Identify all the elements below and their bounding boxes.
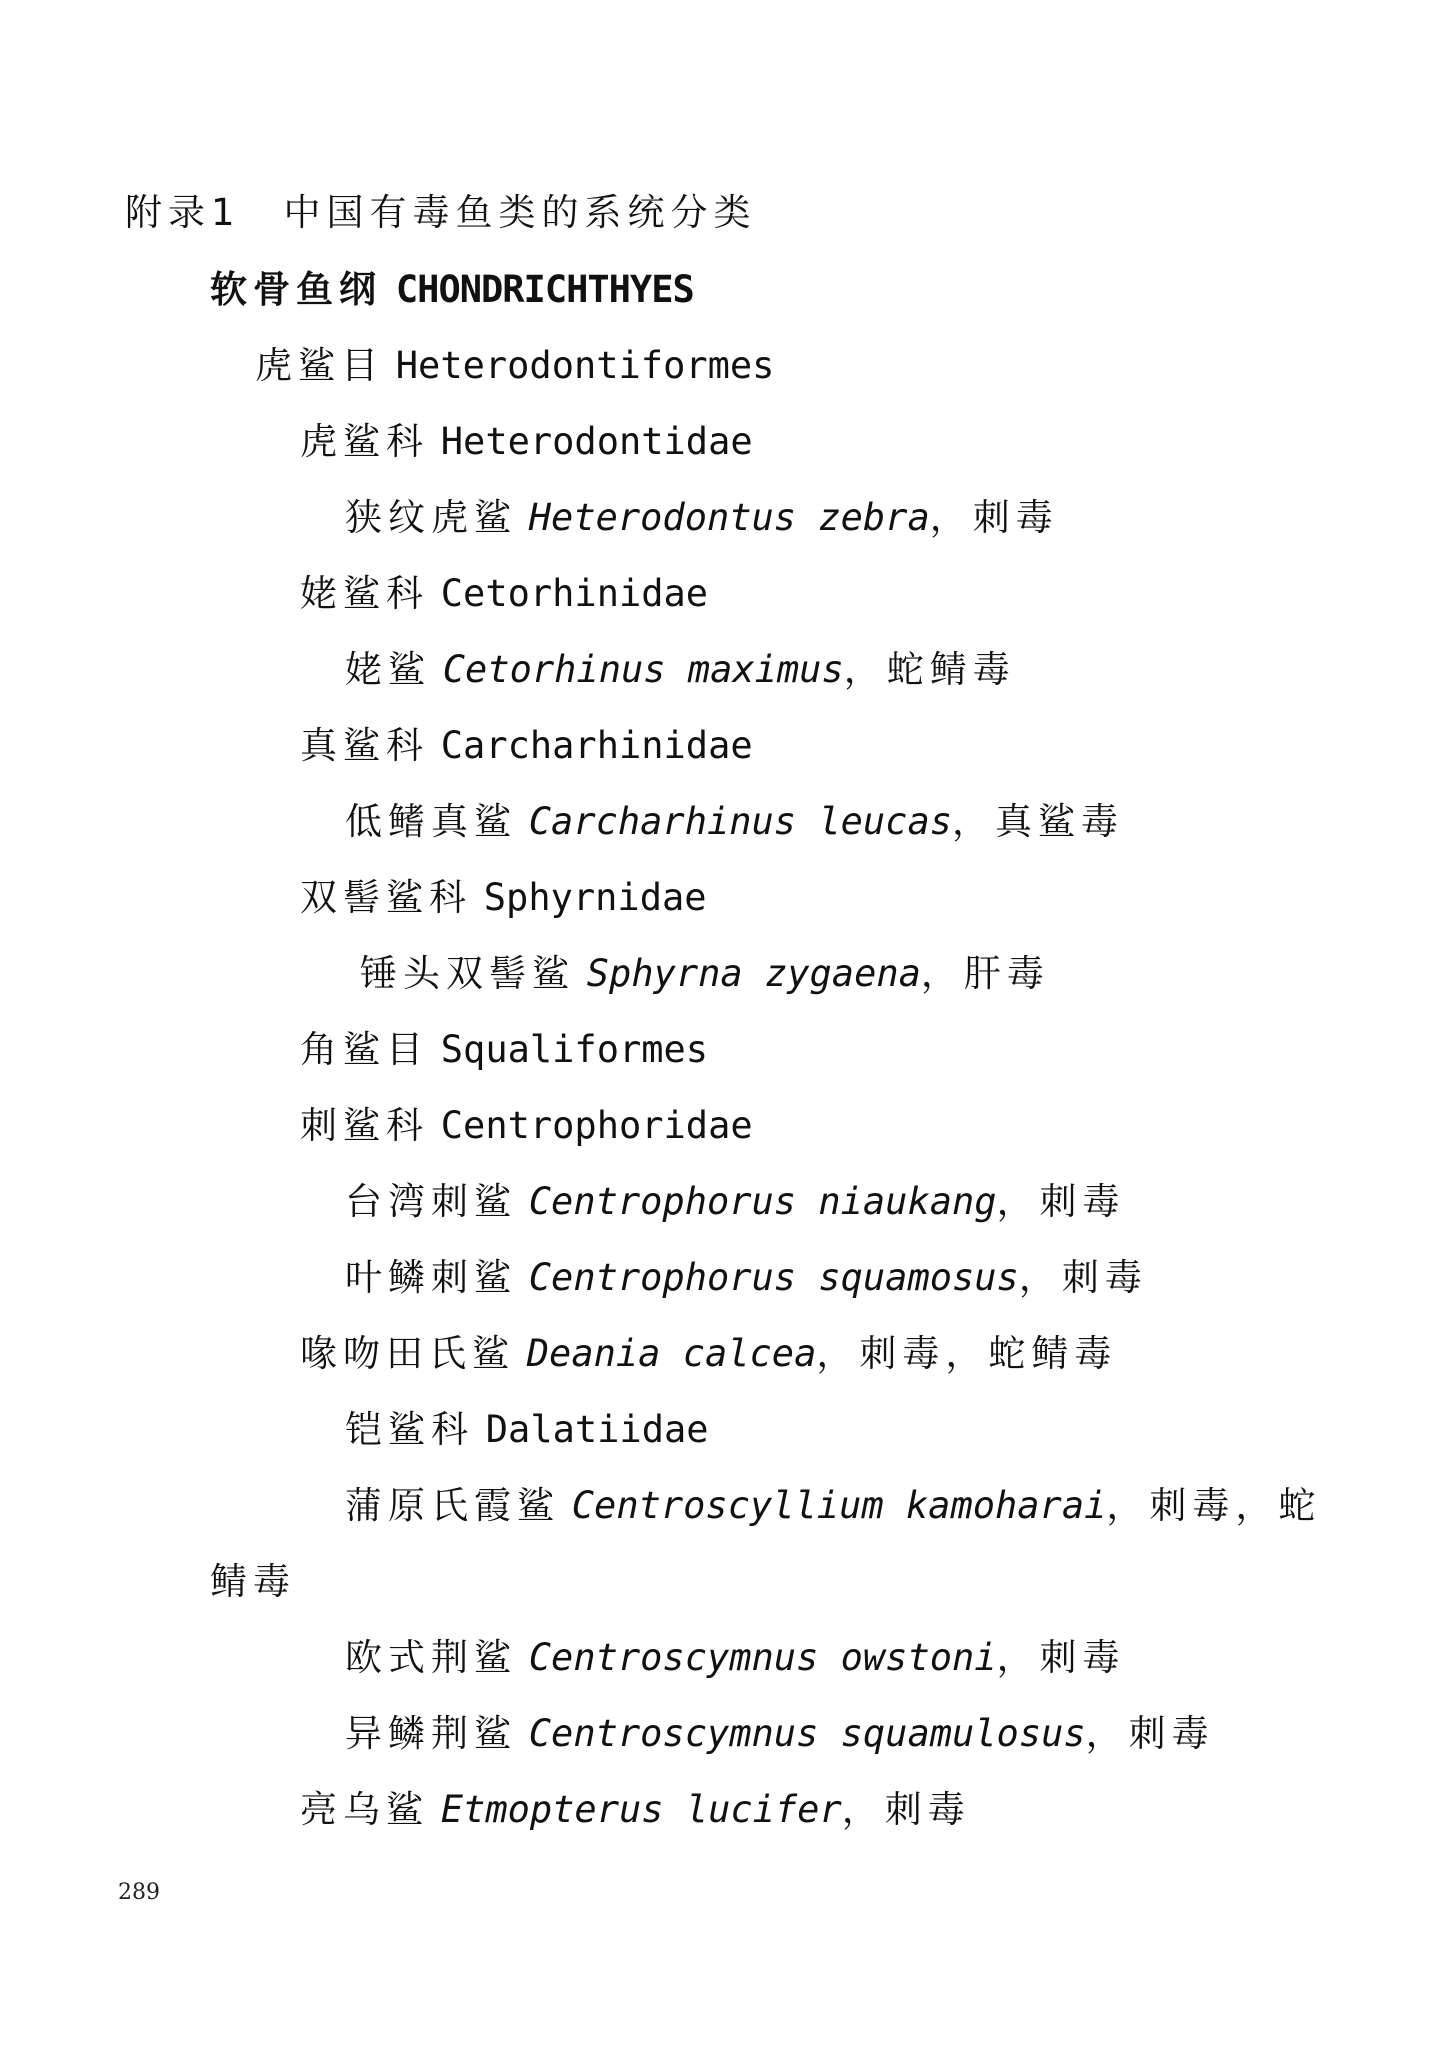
class-heading — [210, 265, 694, 315]
class-name-latin: CHONDRICHTHYES — [395, 268, 694, 311]
taxon-chinese-name: 喙吻田氏鲨 — [300, 1332, 515, 1375]
taxon-chinese-name: 异鳞荆鲨 — [345, 1712, 517, 1755]
toxin-type: ，刺毒，蛇鲭毒 — [816, 1332, 1118, 1375]
taxon-latin-name: Cetorhinus maximus — [442, 648, 844, 691]
taxon-entry — [345, 1481, 1321, 1531]
taxon-chinese-name: 锤头双髻鲨 — [360, 952, 575, 995]
taxon-latin-name: Squaliformes — [440, 1028, 709, 1071]
toxin-type: ，刺毒 — [1018, 1256, 1148, 1299]
toxin-type: ，刺毒 — [929, 496, 1059, 539]
toxin-type: ，蛇鲭毒 — [843, 648, 1016, 691]
taxon-chinese-name: 姥鲨科 — [300, 572, 429, 615]
taxon-latin-name: Heterodontiformes — [395, 344, 775, 387]
taxon-latin-name: Deania calcea — [526, 1332, 817, 1375]
taxon-chinese-name: 低鳍真鲨 — [345, 800, 517, 843]
taxon-latin-name: Centrophorus squamosus — [528, 1256, 1019, 1299]
taxon-chinese-name: 铠鲨科 — [345, 1408, 474, 1451]
taxon-chinese-name: 双髻鲨科 — [300, 876, 472, 919]
taxon-latin-name: Centroscymnus squamulosus — [528, 1712, 1086, 1755]
taxon-chinese-name: 真鲨科 — [300, 724, 429, 767]
taxon-chinese-name: 狭纹虎鲨 — [345, 496, 517, 539]
taxon-chinese-name: 虎鲨科 — [300, 420, 429, 463]
taxon-entry — [300, 569, 708, 619]
taxon-latin-name: Sphyrnidae — [483, 876, 707, 919]
toxin-type: ，刺毒 — [996, 1180, 1126, 1223]
taxon-latin-name: Centroscymnus owstoni — [528, 1636, 997, 1679]
taxon-latin-name: Carcharhinidae — [440, 724, 753, 767]
class-name-cn: 软骨鱼纲 — [210, 268, 382, 311]
toxin-type: ，刺毒，蛇 — [1106, 1484, 1322, 1527]
toxin-type: ，刺毒 — [1085, 1712, 1215, 1755]
taxon-entry — [345, 1253, 1148, 1303]
toxin-type: ，真鲨毒 — [952, 800, 1125, 843]
taxon-entry — [345, 1405, 709, 1455]
taxon-latin-name: Centrophorus niaukang — [528, 1180, 997, 1223]
taxon-entry — [300, 1785, 971, 1835]
taxon-entry — [345, 1177, 1126, 1227]
taxon-entry — [345, 1709, 1215, 1759]
toxin-type: 鲭毒 — [210, 1560, 296, 1603]
taxon-latin-name: Carcharhinus leucas — [528, 800, 953, 843]
taxon-entry — [345, 797, 1124, 847]
taxon-chinese-name: 角鲨目 — [300, 1028, 429, 1071]
taxon-chinese-name: 亮乌鲨 — [300, 1788, 429, 1831]
taxon-entry — [300, 1329, 1117, 1379]
taxon-chinese-name: 台湾刺鲨 — [345, 1180, 517, 1223]
toxin-type: ，刺毒 — [841, 1788, 971, 1831]
taxon-entry — [300, 1101, 753, 1151]
taxon-chinese-name: 姥鲨 — [345, 648, 431, 691]
taxon-latin-name: Dalatiidae — [485, 1408, 709, 1451]
taxon-latin-name: Sphyrna zygaena — [586, 952, 921, 995]
taxon-latin-name: Heterodontus zebra — [528, 496, 930, 539]
taxon-latin-name: Heterodontidae — [440, 420, 753, 463]
taxon-chinese-name: 欧式荆鲨 — [345, 1636, 517, 1679]
taxon-entry — [345, 645, 1016, 695]
taxon-entry — [300, 721, 753, 771]
taxon-entry — [300, 873, 707, 923]
taxon-chinese-name: 蒲原氏霞鲨 — [345, 1484, 560, 1527]
taxon-latin-name: Centrophoridae — [440, 1104, 753, 1147]
taxon-chinese-name: 叶鳞刺鲨 — [345, 1256, 517, 1299]
taxon-latin-name: Centroscyllium kamoharai — [571, 1484, 1107, 1527]
taxon-chinese-name: 虎鲨目 — [255, 344, 384, 387]
appendix-title-text: 附录1 中国有毒鱼类的系统分类 — [125, 191, 757, 234]
taxon-entry — [300, 1025, 708, 1075]
taxon-entry — [345, 1633, 1126, 1683]
page-number: 289 — [118, 1880, 160, 1905]
appendix-title — [125, 188, 757, 238]
taxon-latin-name: Etmopterus lucifer — [440, 1788, 842, 1831]
toxin-type: ，肝毒 — [920, 952, 1050, 995]
taxon-chinese-name: 刺鲨科 — [300, 1104, 429, 1147]
toxin-type: ，刺毒 — [996, 1636, 1126, 1679]
taxon-entry — [255, 341, 774, 391]
taxon-entry — [300, 417, 753, 467]
taxon-entry — [345, 493, 1059, 543]
taxon-entry — [210, 1557, 296, 1607]
taxon-entry — [360, 949, 1050, 999]
taxon-latin-name: Cetorhinidae — [440, 572, 709, 615]
